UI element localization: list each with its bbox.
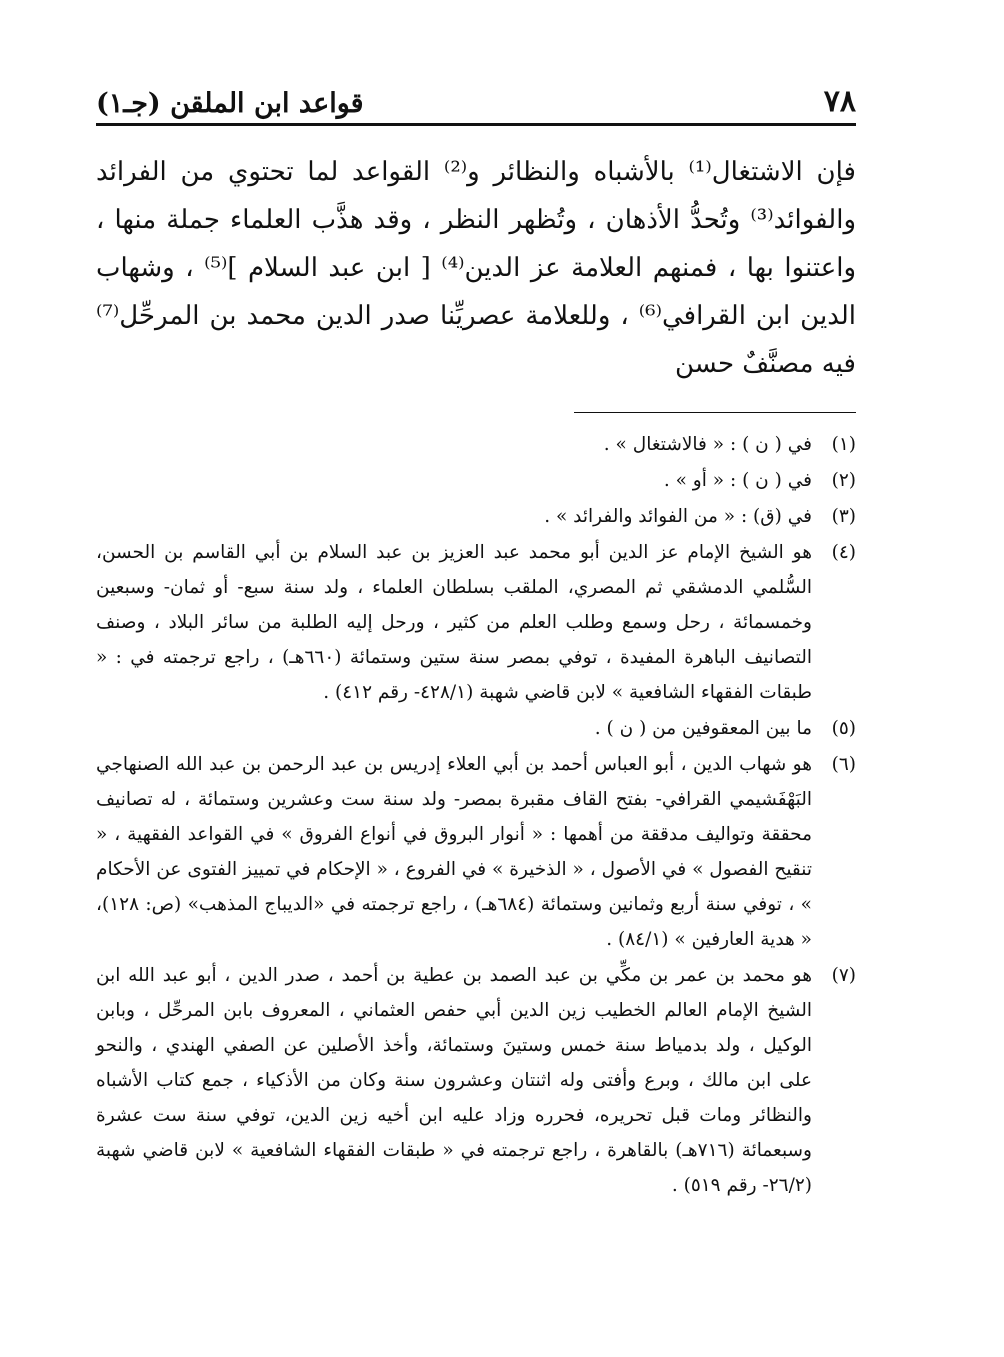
footnote-number: (٣) bbox=[831, 506, 856, 527]
footnote-3 bbox=[96, 499, 856, 534]
footnote-number: (٥) bbox=[831, 718, 856, 739]
book-page bbox=[96, 78, 856, 1298]
footnote-7 bbox=[96, 958, 856, 1203]
page-number: ٧٨ bbox=[823, 84, 856, 119]
footnote-4 bbox=[96, 535, 856, 710]
footnote-text: ما بين المعقوفين من ( ن ) . bbox=[594, 718, 812, 739]
footnote-text: هو الشيخ الإمام عز الدين أبو محمد عبد العزيز بن عبد السلام بن أبي القاسم بن الحسن، السُّلمي الدمشقي ثم المصري، الملقب بسلطان العلماء ، ولد سنة سبع- أو ثمان- وسبعين وخمسمائة ، رحل وسمع وطلب العلم من كثير ، ورحل إليه الطلبة من سائر البلاد ، وصنف التصانيف الباهرة المفيدة ، توفي بمصر سنة ستين وستمائة (٦٦٠هـ) ، راجع ترجمته في : « طبقات الفقهاء الشافعية » لابن قاضي شهبة (٤٢٨/١- رقم ٤١٢) . bbox=[96, 542, 812, 703]
footnote-text: في ( ن ) : « فالاشتغال » . bbox=[603, 434, 812, 455]
footnote-text: هو محمد بن عمر بن مكِّي بن عبد الصمد بن عطية بن أحمد ، صدر الدين ، أبو عبد الله ابن الشيخ الإمام العالم الخطيب زين الدين أبي حفص العثماني ، المعروف بابن المرحِّل ، وبابن الوكيل ، ولد بدمياط سنة خمس وستينَ وستمائة، وأخذ الأصلين عن الصفي الهندي ، والنحو على ابن مالك ، وبرع وأفتى وله اثنتان وعشرون سنة وكان من الأذكياء ، جمع كتاب الأشباه والنظائر ومات قبل تحريره، فحرره وزاد عليه ابن أخيه زين الدين، توفي سنة ست عشرة وسبعمائة (٧١٦هـ) بالقاهرة ، راجع ترجمته في « طبقات الفقهاء الشافعية » لابن قاضي شهبة (٢٦/٢- رقم ٥١٩) . bbox=[96, 965, 812, 1196]
footnote-1 bbox=[96, 427, 856, 462]
footnote-2 bbox=[96, 463, 856, 498]
footnotes-list bbox=[96, 427, 856, 1203]
footnote-number: (٧) bbox=[831, 965, 856, 986]
main-text-block bbox=[96, 148, 856, 388]
footnote-number: (٤) bbox=[831, 542, 856, 563]
footnote-text: هو شهاب الدين ، أبو العباس أحمد بن أبي العلاء إدريس بن عبد الرحمن بن عبد الله الصنهاجي البَهْفَشيمي القرافي- بفتح القاف مقبرة بمصر- ولد سنة ست وعشرين وستمائة ، له تصانيف محققة وتواليف مدققة من أهمها : « أنوار البروق في أنواع الفروق » في القواعد الفقهية ، « تنقيح الفصول » في الأصول ، « الذخيرة » في الفروع ، « الإحكام في تمييز الفتوى عن الأحكام » ، توفي سنة أربع وثمانين وستمائة (٦٨٤هـ) ، راجع ترجمته في «الديباج المذهب» (ص: ١٢٨)، « هدية العارفين » (٨٤/١) . bbox=[96, 754, 812, 950]
footnote-5 bbox=[96, 711, 856, 746]
footnote-separator bbox=[574, 412, 856, 413]
footnote-number: (١) bbox=[831, 434, 856, 455]
footnote-text: في ( ن ) : « أو » . bbox=[663, 470, 812, 491]
footnote-number: (٢) bbox=[831, 470, 856, 491]
running-header bbox=[96, 78, 856, 126]
footnote-6 bbox=[96, 747, 856, 957]
main-paragraph: فإن الاشتغال⁽¹⁾ بالأشباه والنظائر و⁽²⁾ القواعد لما تحتوي من الفرائد والفوائد⁽³⁾ وتُحدُّ الأذهان ، وتُظهر النظر ، وقد هذَّب العلماء جملة منها ، واعتنوا بها ، فمنهم العلامة عز الدين⁽⁴⁾ [ ابن عبد السلام ]⁽⁵⁾ ، وشهاب الدين ابن القرافي⁽⁶⁾ ، وللعلامة عصريِّنا صدر الدين محمد بن المرحِّل⁽⁷⁾ فيه مصنَّفٌ حسن bbox=[96, 157, 856, 379]
running-title: قواعد ابن الملقن (جـ١) bbox=[96, 88, 364, 119]
footnote-text: في (ق) : « من الفوائد والفرائد » . bbox=[544, 506, 812, 527]
footnote-number: (٦) bbox=[831, 754, 856, 775]
